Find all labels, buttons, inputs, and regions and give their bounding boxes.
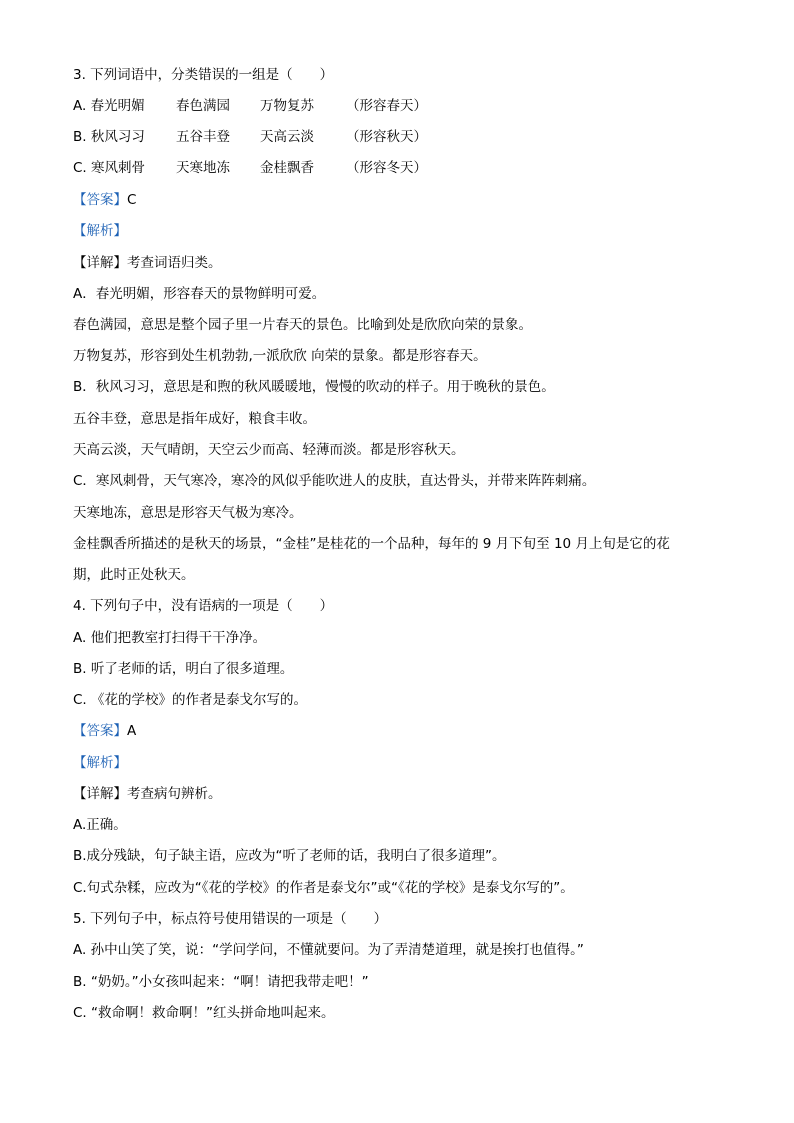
answer-value: A — [127, 723, 137, 739]
analysis-tag: 【解析】 — [73, 755, 127, 771]
answer-value: C — [127, 192, 137, 208]
paragraph-line: 天高云淡，天气晴朗，天空云少而高、轻薄而淡。都是形容秋天。 — [73, 442, 465, 458]
paragraph-line: A．春光明媚，形容春天的景物鲜明可爱。 — [73, 286, 326, 302]
option-word: A. 春光明媚 — [73, 98, 145, 114]
paragraph-line: C.句式杂糅，应改为“《花的学校》的作者是泰戈尔”或“《花的学校》是泰戈尔写的”。 — [73, 880, 574, 896]
option-word: 五谷丰登 — [176, 129, 230, 145]
answer-tag: 【答案】 — [73, 192, 127, 208]
option-word: 万物复苏 — [260, 98, 314, 114]
option-category: （形容冬天） — [346, 160, 427, 176]
paragraph-line: 春色满园，意思是整个园子里一片春天的景色。比喻到处是欣欣向荣的景象。 — [73, 317, 532, 333]
paragraph-line: A.正确。 — [73, 817, 127, 833]
q5-option-a: A. 孙中山笑了笑，说：“学问学问，不懂就要问。为了弄清楚道理，就是挨打也值得。” — [73, 942, 584, 958]
q4-stem: 4. 下列句子中，没有语病的一项是（ ） — [73, 598, 334, 614]
paragraph-line: 万物复苏，形容到处生机勃勃,一派欣欣 向荣的景象。都是形容春天。 — [73, 348, 487, 364]
q4-option-a: A. 他们把教室打扫得干干净净。 — [73, 630, 267, 646]
q4-detail — [73, 785, 754, 803]
q4-option-c: C. 《花的学校》的作者是泰戈尔写的。 — [73, 692, 308, 708]
detail-text: 考查词语归类。 — [127, 255, 222, 271]
q3-detail — [73, 254, 754, 272]
option-word: 金桂飘香 — [260, 160, 314, 176]
detail-tag: 【详解】 — [73, 786, 127, 802]
q5-stem: 5. 下列句子中，标点符号使用错误的一项是（ ） — [73, 911, 388, 927]
q5-option-b: B. “奶奶。”小女孩叫起来：“啊！请把我带走吧！” — [73, 974, 369, 990]
analysis-tag: 【解析】 — [73, 223, 127, 239]
answer-tag: 【答案】 — [73, 723, 127, 739]
option-category: （形容春天） — [346, 98, 427, 114]
q4-analysis-tag — [73, 754, 754, 772]
option-word: 天寒地冻 — [176, 160, 230, 176]
paragraph-line: 五谷丰登，意思是指年成好，粮食丰收。 — [73, 411, 316, 427]
q4-answer — [73, 722, 754, 740]
q3-stem: 3. 下列词语中，分类错误的一组是（ ） — [73, 67, 334, 83]
q5-option-c: C. “救命啊！救命啊！”红头拼命地叫起来。 — [73, 1005, 335, 1021]
q4-option-b: B. 听了老师的话，明白了很多道理。 — [73, 661, 294, 677]
detail-text: 考查病句辨析。 — [127, 786, 222, 802]
paragraph-line: 金桂飘香所描述的是秋天的场景，“金桂”是桂花的一个品种，每年的 9 月下旬至 10 月上旬是它的花 — [73, 536, 670, 552]
q3-answer — [73, 191, 754, 209]
option-word: B. 秋风习习 — [73, 129, 145, 145]
option-word: 春色满园 — [176, 98, 230, 114]
option-category: （形容秋天） — [346, 129, 427, 145]
option-word: 天高云淡 — [260, 129, 314, 145]
paragraph-line: C．寒风刺骨，天气寒冷，寒冷的风似乎能吹进人的皮肤，直达骨头，并带来阵阵刺痛。 — [73, 473, 596, 489]
paragraph-line: 天寒地冻，意思是形容天气极为寒冷。 — [73, 505, 303, 521]
detail-tag: 【详解】 — [73, 255, 127, 271]
paragraph-line: B．秋风习习，意思是和煦的秋风暖暖地，慢慢的吹动的样子。用于晚秋的景色。 — [73, 379, 555, 395]
paragraph-line: B.成分残缺，句子缺主语，应改为“听了老师的话，我明白了很多道理”。 — [73, 848, 506, 864]
paragraph-line: 期，此时正处秋天。 — [73, 567, 195, 583]
option-word: C. 寒风刺骨 — [73, 160, 146, 176]
q3-analysis-tag — [73, 222, 754, 240]
